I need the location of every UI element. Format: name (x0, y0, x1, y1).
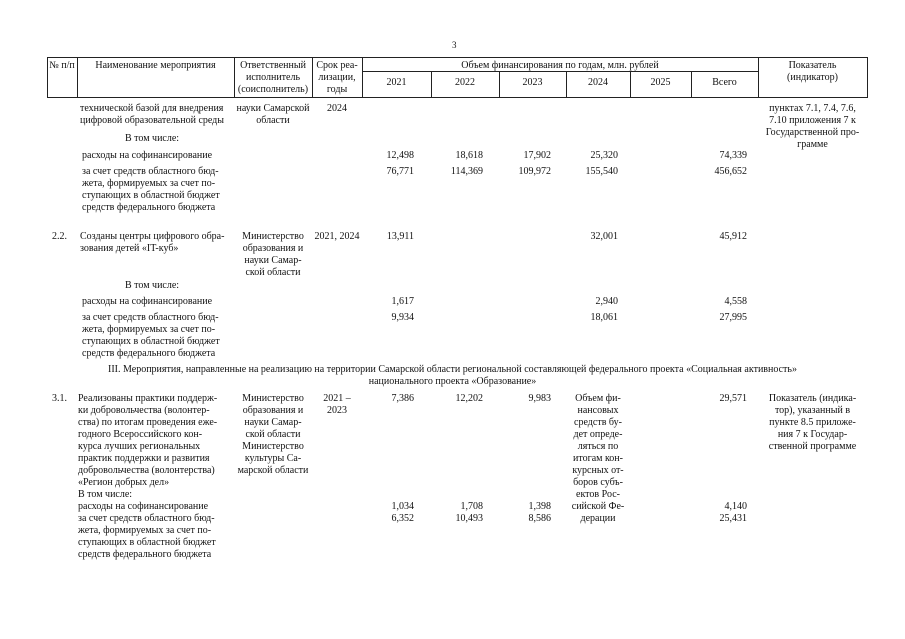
block1-resp-2: области (256, 115, 290, 126)
block3-2024-note-7: курсных от- (572, 465, 624, 476)
block3-2024-note-8: боров субъ- (573, 477, 623, 488)
block3-indicator-3: пункте 8.5 приложе- (769, 417, 856, 428)
header-col-term-2: лизации, (318, 72, 356, 83)
block2-2024: 32,001 (590, 231, 618, 242)
block3-row2-total: 25,431 (719, 513, 747, 524)
block2-row2-label-4: средств федерального бюджета (82, 348, 216, 359)
block1-row2-2023: 109,972 (518, 166, 551, 177)
block3-indicator-4: ния 7 к Государ- (777, 429, 848, 440)
header-col-resp-3: (соисполнитель) (237, 84, 309, 95)
block3-num: 3.1. (52, 393, 67, 404)
block3-2023: 9,983 (528, 393, 551, 404)
block2-row2-label-2: жета, формируемых за счет по- (82, 324, 216, 335)
block3-row1-2022: 1,708 (460, 501, 483, 512)
block3-resp-5: Министерство (242, 441, 304, 452)
block2-row2-2024: 18,061 (590, 312, 618, 323)
block2-total: 45,912 (719, 231, 747, 242)
block1-row2-2024: 155,540 (585, 166, 618, 177)
block3-2024-note-2: нансовых (577, 405, 619, 416)
block3-name-4: годного Всероссийского кон- (78, 429, 203, 440)
block1-row2-label-1: за счет средств областного бюд- (82, 166, 219, 177)
header-col-ind-1: Показатель (788, 60, 837, 71)
block1-row1-2022: 18,618 (455, 150, 483, 161)
header-col-resp-1: Ответственный (240, 60, 306, 71)
block2-2021: 13,911 (386, 231, 414, 242)
block2-row2-total: 27,995 (719, 312, 747, 323)
block2-row2-2021: 9,934 (391, 312, 414, 323)
block1-name-1: технической базой для внедрения (80, 103, 224, 114)
block3-name-5: курса лучших региональных (78, 441, 201, 452)
section3-title-1: III. Мероприятия, направленные на реализацию на территории Самарской области региональной составляющей федерального проекта «Социальная активность» (108, 364, 797, 375)
block3-row2-label-1: за счет средств областного бюд- (78, 513, 215, 524)
block3-name-3: ства) по итогам проведения еже- (78, 417, 218, 428)
block2-num: 2.2. (52, 231, 67, 242)
block2-name-1: Созданы центры цифрового обра- (80, 231, 225, 242)
header-col-num: № п/п (49, 60, 75, 71)
block3-indicator-1: Показатель (индика- (768, 393, 857, 404)
block3-resp-7: марской области (237, 465, 309, 476)
block2-term: 2021, 2024 (314, 231, 360, 242)
block2-name-2: зования детей «IT-куб» (80, 243, 179, 254)
block2-row1-2021: 1,617 (391, 296, 414, 307)
block1-row2-total: 456,652 (714, 166, 747, 177)
block3-2022: 12,202 (455, 393, 483, 404)
block1-indicator-4: грамме (797, 139, 828, 150)
block2-resp-2: образования и (242, 243, 304, 254)
block3-2024-note-11: дерации (580, 513, 616, 524)
block3-2024-note-4: дет опреде- (573, 429, 623, 440)
block3-row1-label: расходы на софинансирование (78, 501, 209, 512)
block3-term-2: 2023 (327, 405, 347, 416)
block1-row2-2021: 76,771 (386, 166, 414, 177)
block3-resp-3: науки Самар- (244, 417, 302, 428)
block1-indicator-2: 7.10 приложения 7 к (769, 115, 856, 126)
block2-row1-label: расходы на софинансирование (82, 296, 213, 307)
page-number: 3 (452, 40, 457, 50)
block2-row2-label-1: за счет средств областного бюд- (82, 312, 219, 323)
block3-resp-2: образования и (242, 405, 304, 416)
block3-resp-1: Министерство (242, 393, 304, 404)
header-col-resp-2: исполнитель (245, 72, 301, 83)
block3-2024-note-1: Объем фи- (575, 393, 621, 404)
block3-name-7: добровольчества (волонтерства) (78, 465, 215, 476)
block3-row2-label-3: ступающих в областной бюджет (78, 537, 216, 548)
header-year-2022: 2022 (455, 77, 475, 88)
block3-name-1: Реализованы практики поддерж- (78, 393, 218, 404)
block1-name-2: цифровой образовательной среды (80, 115, 224, 126)
block3-2024-note-9: ектов Рос- (576, 489, 620, 500)
block1-indicator-3: Государственной про- (765, 127, 860, 138)
header-col-ind-2: (индикатор) (787, 72, 838, 83)
block3-indicator-5: ственной программе (768, 441, 857, 452)
block1-row1-total: 74,339 (719, 150, 747, 161)
block3-name-8: «Регион добрых дел» (78, 477, 170, 488)
block3-2024-note-10: сийской Фе- (571, 501, 625, 512)
header-col-fin: Объем финансирования по годам, млн. рублей (461, 60, 659, 71)
header-year-2025: 2025 (650, 77, 671, 88)
header-total: Всего (712, 77, 737, 88)
block1-row2-label-2: жета, формируемых за счет по- (82, 178, 216, 189)
block3-name-2: ки добровольчества (волонтер- (78, 405, 210, 416)
block1-row1-2021: 12,498 (386, 150, 414, 161)
block3-row2-label-4: средств федерального бюджета (78, 549, 212, 560)
block3-name-6: практик поддержки и развития (78, 453, 210, 464)
block1-row1-2024: 25,320 (590, 150, 618, 161)
block1-row1-2023: 17,902 (523, 150, 551, 161)
block3-2024-note-3: средств бу- (574, 417, 622, 428)
header-year-2023: 2023 (522, 77, 543, 88)
block3-2024-note-5: ляться по (577, 441, 619, 452)
block2-resp-1: Министерство (242, 231, 304, 242)
block2-row1-2024: 2,940 (595, 296, 618, 307)
block1-row2-2022: 114,369 (450, 166, 483, 177)
block1-term: 2024 (327, 103, 347, 114)
block3-row1-total: 4,140 (724, 501, 747, 512)
block3-indicator-2: тор), указанный в (774, 405, 851, 416)
section3-title-2: национального проекта «Образование» (368, 376, 537, 387)
block1-row2-label-4: средств федерального бюджета (82, 202, 216, 213)
block3-row1-2021: 1,034 (391, 501, 414, 512)
block3-2021: 7,386 (391, 393, 414, 404)
block1-row2-label-3: ступающих в областной бюджет (82, 190, 220, 201)
block1-indicator-1: пунктах 7.1, 7.4, 7.6, (769, 103, 856, 114)
header-year-2024: 2024 (588, 77, 608, 88)
block3-row2-label-2: жета, формируемых за счет по- (78, 525, 212, 536)
block3-incl: В том числе: (78, 489, 133, 500)
header-year-2021: 2021 (386, 77, 407, 88)
block1-incl: В том числе: (125, 133, 180, 144)
block3-row2-2022: 10,493 (455, 513, 483, 524)
header-col-name: Наименование мероприятия (95, 60, 216, 71)
header-col-term-1: Срок реа- (316, 60, 358, 71)
block1-row1-label: расходы на софинансирование (82, 150, 213, 161)
block2-resp-4: ской области (245, 267, 301, 278)
block3-2024-note-6: итогам кон- (573, 453, 623, 464)
block3-row1-2023: 1,398 (528, 501, 551, 512)
block3-resp-6: культуры Са- (244, 453, 302, 464)
header-col-term-3: годы (326, 84, 348, 95)
block2-resp-3: науки Самар- (244, 255, 302, 266)
block2-row2-label-3: ступающих в областной бюджет (82, 336, 220, 347)
block2-row1-total: 4,558 (724, 296, 747, 307)
block3-row2-2023: 8,586 (528, 513, 551, 524)
block1-resp-1: науки Самарской (236, 103, 310, 114)
block3-total: 29,571 (719, 393, 747, 404)
block2-incl: В том числе: (125, 280, 180, 291)
block3-row2-2021: 6,352 (391, 513, 414, 524)
block3-resp-4: ской области (245, 429, 301, 440)
block3-term-1: 2021 – (323, 393, 351, 404)
